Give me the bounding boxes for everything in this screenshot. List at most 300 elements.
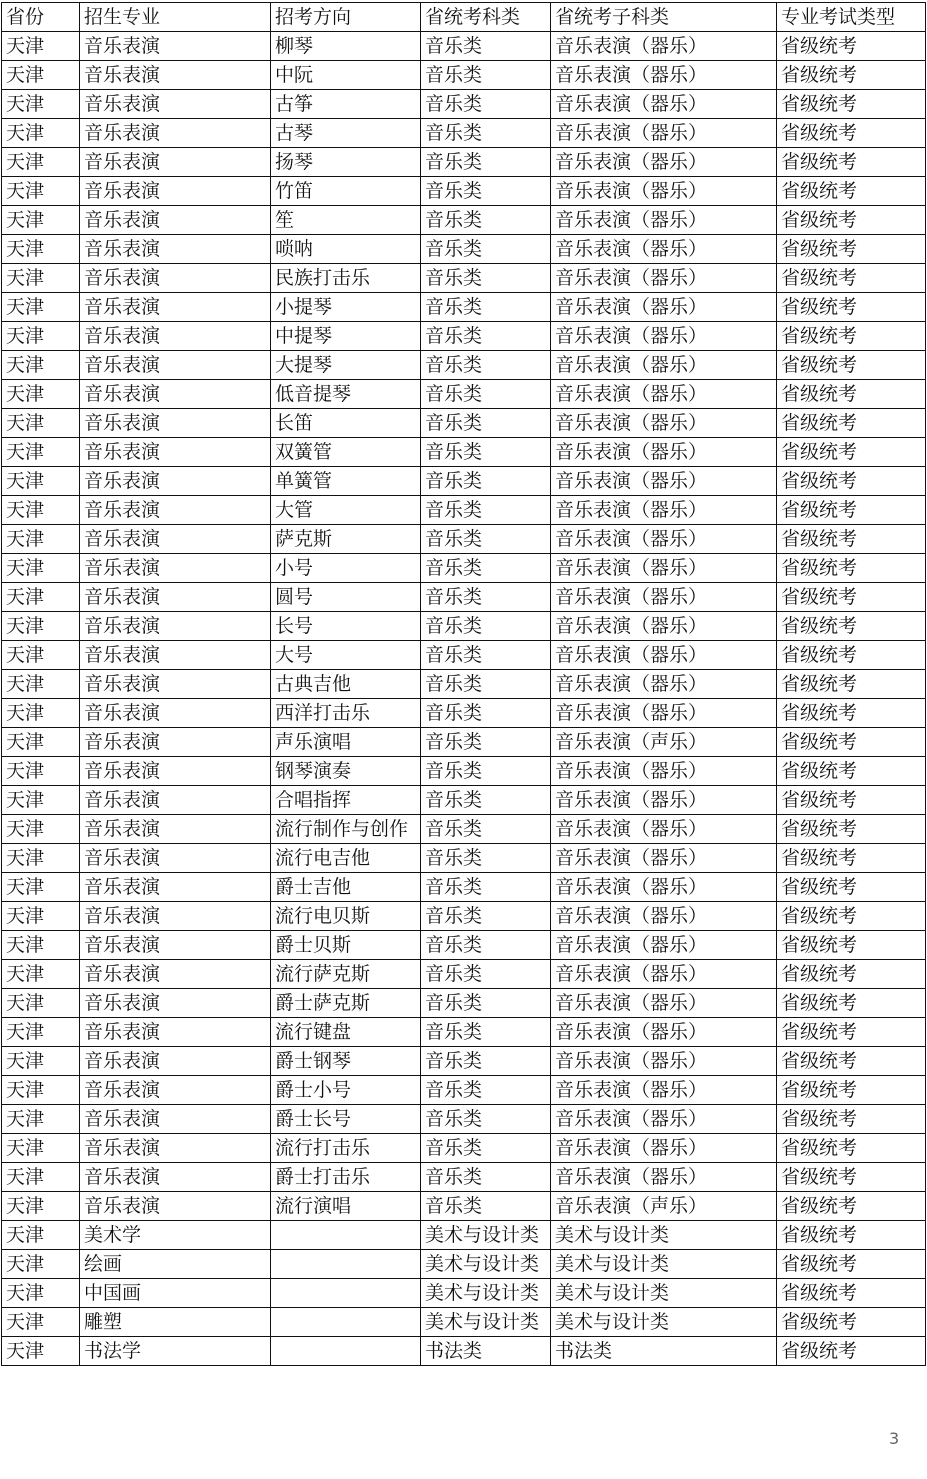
table-cell: 音乐类	[421, 699, 551, 728]
table-cell: 音乐类	[421, 786, 551, 815]
table-cell: 省级统考	[777, 1221, 926, 1250]
table-cell: 音乐类	[421, 525, 551, 554]
table-cell: 音乐类	[421, 409, 551, 438]
table-cell	[271, 1279, 421, 1308]
table-cell: 省级统考	[777, 380, 926, 409]
table-cell: 音乐表演（器乐）	[551, 235, 777, 264]
table-cell: 流行制作与创作	[271, 815, 421, 844]
table-cell: 音乐类	[421, 380, 551, 409]
table-cell: 音乐表演	[80, 235, 271, 264]
table-cell: 音乐表演	[80, 1105, 271, 1134]
table-cell: 天津	[2, 119, 80, 148]
table-cell: 省级统考	[777, 670, 926, 699]
table-cell: 流行电贝斯	[271, 902, 421, 931]
table-cell: 低音提琴	[271, 380, 421, 409]
table-row	[2, 1047, 926, 1076]
table-cell: 美术与设计类	[421, 1221, 551, 1250]
table-cell: 音乐表演（器乐）	[551, 902, 777, 931]
header-cell: 招生专业	[80, 3, 271, 32]
table-cell: 省级统考	[777, 90, 926, 119]
table-cell: 音乐表演（器乐）	[551, 641, 777, 670]
table-row	[2, 1279, 926, 1308]
table-cell: 爵士打击乐	[271, 1163, 421, 1192]
table-cell: 音乐类	[421, 148, 551, 177]
table-row	[2, 728, 926, 757]
table-cell: 天津	[2, 1308, 80, 1337]
table-cell: 音乐表演	[80, 902, 271, 931]
table-row	[2, 554, 926, 583]
table-row	[2, 612, 926, 641]
table-cell: 天津	[2, 902, 80, 931]
table-cell: 双簧管	[271, 438, 421, 467]
table-cell: 省级统考	[777, 989, 926, 1018]
table-cell: 省级统考	[777, 467, 926, 496]
table-row	[2, 1105, 926, 1134]
table-cell: 爵士钢琴	[271, 1047, 421, 1076]
table-cell: 圆号	[271, 583, 421, 612]
table-cell: 音乐表演	[80, 380, 271, 409]
table-cell: 柳琴	[271, 32, 421, 61]
table-cell: 省级统考	[777, 1279, 926, 1308]
table-cell: 音乐类	[421, 177, 551, 206]
table-cell: 音乐类	[421, 583, 551, 612]
table-row	[2, 1018, 926, 1047]
table-row	[2, 1308, 926, 1337]
table-cell: 省级统考	[777, 699, 926, 728]
table-cell: 音乐表演（器乐）	[551, 583, 777, 612]
table-cell: 音乐表演	[80, 90, 271, 119]
page-number: 3	[889, 1429, 900, 1448]
table-cell: 天津	[2, 322, 80, 351]
table-row	[2, 960, 926, 989]
table-cell: 省级统考	[777, 148, 926, 177]
table-cell	[271, 1337, 421, 1366]
table-cell: 天津	[2, 438, 80, 467]
table-cell: 音乐表演（器乐）	[551, 148, 777, 177]
table-cell: 音乐类	[421, 1047, 551, 1076]
table-cell: 音乐表演（器乐）	[551, 699, 777, 728]
table-cell: 中提琴	[271, 322, 421, 351]
table-row	[2, 786, 926, 815]
table-cell: 音乐表演（器乐）	[551, 206, 777, 235]
table-cell: 音乐表演（器乐）	[551, 873, 777, 902]
table-row	[2, 235, 926, 264]
table-cell: 音乐表演	[80, 1192, 271, 1221]
table-cell: 美术学	[80, 1221, 271, 1250]
table-cell: 省级统考	[777, 119, 926, 148]
table-cell: 天津	[2, 496, 80, 525]
table-cell: 天津	[2, 1105, 80, 1134]
table-row	[2, 90, 926, 119]
table-row	[2, 409, 926, 438]
table-cell: 省级统考	[777, 815, 926, 844]
table-cell: 音乐类	[421, 235, 551, 264]
table-cell: 省级统考	[777, 61, 926, 90]
table-cell: 省级统考	[777, 757, 926, 786]
table-cell: 音乐表演（器乐）	[551, 119, 777, 148]
table-cell: 省级统考	[777, 322, 926, 351]
table-cell: 省级统考	[777, 525, 926, 554]
table-cell: 音乐表演（器乐）	[551, 322, 777, 351]
table-cell: 天津	[2, 525, 80, 554]
table-cell: 天津	[2, 728, 80, 757]
table-cell: 音乐表演（器乐）	[551, 409, 777, 438]
admissions-table	[1, 2, 926, 1366]
table-cell: 天津	[2, 670, 80, 699]
table-cell: 天津	[2, 757, 80, 786]
table-cell: 天津	[2, 235, 80, 264]
table-cell: 天津	[2, 1337, 80, 1366]
table-cell: 天津	[2, 641, 80, 670]
table-row	[2, 177, 926, 206]
table-cell: 音乐表演（器乐）	[551, 438, 777, 467]
table-cell: 天津	[2, 844, 80, 873]
table-cell: 天津	[2, 960, 80, 989]
table-cell: 中阮	[271, 61, 421, 90]
table-row	[2, 119, 926, 148]
table-cell: 音乐表演	[80, 612, 271, 641]
table-cell: 音乐表演	[80, 322, 271, 351]
table-cell: 音乐类	[421, 206, 551, 235]
table-cell: 天津	[2, 786, 80, 815]
table-cell: 美术与设计类	[421, 1279, 551, 1308]
table-cell: 省级统考	[777, 32, 926, 61]
table-row	[2, 1192, 926, 1221]
table-cell: 音乐类	[421, 61, 551, 90]
table-cell: 音乐类	[421, 1076, 551, 1105]
table-row	[2, 61, 926, 90]
table-row	[2, 931, 926, 960]
table-cell: 省级统考	[777, 931, 926, 960]
header-cell: 省统考科类	[421, 3, 551, 32]
table-cell: 西洋打击乐	[271, 699, 421, 728]
table-cell: 古琴	[271, 119, 421, 148]
table-cell: 天津	[2, 1047, 80, 1076]
table-cell: 音乐表演（器乐）	[551, 380, 777, 409]
table-cell: 音乐表演（器乐）	[551, 496, 777, 525]
table-cell: 音乐表演	[80, 525, 271, 554]
table-cell: 天津	[2, 1279, 80, 1308]
table-cell: 天津	[2, 931, 80, 960]
table-cell: 天津	[2, 1250, 80, 1279]
table-cell: 音乐表演（器乐）	[551, 1076, 777, 1105]
table-cell: 天津	[2, 148, 80, 177]
table-cell: 长笛	[271, 409, 421, 438]
table-cell: 省级统考	[777, 293, 926, 322]
table-cell: 省级统考	[777, 235, 926, 264]
table-cell: 天津	[2, 264, 80, 293]
table-cell: 音乐表演（器乐）	[551, 815, 777, 844]
table-cell: 笙	[271, 206, 421, 235]
table-cell: 音乐类	[421, 32, 551, 61]
table-row	[2, 264, 926, 293]
table-cell: 音乐表演（器乐）	[551, 786, 777, 815]
table-cell: 音乐类	[421, 960, 551, 989]
table-cell: 音乐表演	[80, 177, 271, 206]
table-cell: 音乐表演	[80, 728, 271, 757]
header-cell: 省份	[2, 3, 80, 32]
table-row	[2, 206, 926, 235]
table-cell: 音乐表演	[80, 786, 271, 815]
table-cell: 音乐表演（器乐）	[551, 670, 777, 699]
table-cell: 流行萨克斯	[271, 960, 421, 989]
table-cell: 音乐类	[421, 757, 551, 786]
table-cell: 省级统考	[777, 496, 926, 525]
table-cell: 音乐表演（声乐）	[551, 728, 777, 757]
table-cell: 音乐类	[421, 1105, 551, 1134]
table-cell: 音乐表演（器乐）	[551, 1047, 777, 1076]
table-header-row	[2, 3, 926, 32]
table-cell: 音乐表演	[80, 931, 271, 960]
table-cell: 音乐表演	[80, 960, 271, 989]
table-cell: 音乐表演（器乐）	[551, 554, 777, 583]
table-row	[2, 293, 926, 322]
table-cell: 音乐表演（器乐）	[551, 989, 777, 1018]
header-cell: 招考方向	[271, 3, 421, 32]
table-row	[2, 699, 926, 728]
table-cell: 天津	[2, 1192, 80, 1221]
table-cell: 音乐表演	[80, 1134, 271, 1163]
table-row	[2, 757, 926, 786]
table-cell: 音乐表演	[80, 583, 271, 612]
table-cell: 省级统考	[777, 1105, 926, 1134]
table-cell: 音乐类	[421, 90, 551, 119]
table-cell: 天津	[2, 409, 80, 438]
table-cell: 音乐表演	[80, 1047, 271, 1076]
table-row	[2, 32, 926, 61]
table-row	[2, 1337, 926, 1366]
table-cell: 省级统考	[777, 641, 926, 670]
table-row	[2, 902, 926, 931]
table-row	[2, 583, 926, 612]
table-cell: 音乐表演	[80, 554, 271, 583]
table-cell: 音乐类	[421, 438, 551, 467]
table-cell: 音乐表演	[80, 1076, 271, 1105]
table-cell: 音乐类	[421, 1163, 551, 1192]
table-cell: 省级统考	[777, 1047, 926, 1076]
table-cell: 扬琴	[271, 148, 421, 177]
table-cell: 爵士小号	[271, 1076, 421, 1105]
table-cell: 音乐表演（器乐）	[551, 931, 777, 960]
table-cell: 音乐类	[421, 554, 551, 583]
table-cell: 音乐表演	[80, 148, 271, 177]
table-cell: 音乐表演（器乐）	[551, 32, 777, 61]
table-cell: 美术与设计类	[551, 1221, 777, 1250]
table-cell: 音乐表演	[80, 467, 271, 496]
table-cell: 音乐表演（器乐）	[551, 1163, 777, 1192]
table-cell	[271, 1221, 421, 1250]
table-cell: 省级统考	[777, 1076, 926, 1105]
table-cell: 音乐表演	[80, 409, 271, 438]
table-cell: 省级统考	[777, 264, 926, 293]
table-cell: 唢呐	[271, 235, 421, 264]
table-cell: 天津	[2, 989, 80, 1018]
table-cell: 音乐类	[421, 1192, 551, 1221]
table-cell: 音乐表演	[80, 1018, 271, 1047]
table-cell: 天津	[2, 206, 80, 235]
table-cell: 音乐类	[421, 293, 551, 322]
table-cell: 流行演唱	[271, 1192, 421, 1221]
table-cell: 天津	[2, 177, 80, 206]
table-row	[2, 1076, 926, 1105]
table-cell: 天津	[2, 1163, 80, 1192]
table-cell: 天津	[2, 554, 80, 583]
table-cell: 天津	[2, 90, 80, 119]
table-cell: 省级统考	[777, 1337, 926, 1366]
table-cell: 钢琴演奏	[271, 757, 421, 786]
table-row	[2, 467, 926, 496]
table-cell: 单簧管	[271, 467, 421, 496]
table-cell: 省级统考	[777, 1134, 926, 1163]
table-cell: 天津	[2, 612, 80, 641]
table-cell: 天津	[2, 293, 80, 322]
table-cell: 音乐类	[421, 728, 551, 757]
table-cell: 音乐表演（器乐）	[551, 525, 777, 554]
table-cell: 音乐表演	[80, 670, 271, 699]
table-cell: 音乐表演	[80, 989, 271, 1018]
table-cell: 音乐表演（器乐）	[551, 1105, 777, 1134]
table-cell: 音乐表演（器乐）	[551, 1018, 777, 1047]
table-cell: 省级统考	[777, 583, 926, 612]
table-body	[2, 32, 926, 1366]
table-cell: 美术与设计类	[551, 1250, 777, 1279]
table-cell: 音乐表演	[80, 438, 271, 467]
table-cell: 省级统考	[777, 873, 926, 902]
table-cell: 音乐表演	[80, 264, 271, 293]
table-cell: 声乐演唱	[271, 728, 421, 757]
table-row	[2, 815, 926, 844]
table-row	[2, 670, 926, 699]
table-row	[2, 1163, 926, 1192]
table-cell: 音乐类	[421, 612, 551, 641]
table-cell: 音乐表演（器乐）	[551, 1134, 777, 1163]
table-cell: 省级统考	[777, 177, 926, 206]
table-cell: 天津	[2, 1221, 80, 1250]
table-cell: 省级统考	[777, 206, 926, 235]
table-cell: 省级统考	[777, 728, 926, 757]
table-cell: 大号	[271, 641, 421, 670]
header-cell: 专业考试类型	[777, 3, 926, 32]
table-cell: 小提琴	[271, 293, 421, 322]
table-cell: 天津	[2, 61, 80, 90]
table-cell: 天津	[2, 380, 80, 409]
table-cell: 音乐表演（器乐）	[551, 467, 777, 496]
table-cell: 萨克斯	[271, 525, 421, 554]
table-cell: 音乐表演（器乐）	[551, 844, 777, 873]
table-row	[2, 844, 926, 873]
table-cell: 美术与设计类	[551, 1279, 777, 1308]
table-cell: 爵士贝斯	[271, 931, 421, 960]
table-row	[2, 438, 926, 467]
table-cell: 省级统考	[777, 1250, 926, 1279]
table-cell: 音乐表演（器乐）	[551, 264, 777, 293]
table-cell: 省级统考	[777, 1018, 926, 1047]
table-cell: 音乐类	[421, 264, 551, 293]
table-cell	[271, 1250, 421, 1279]
table-cell: 音乐表演	[80, 32, 271, 61]
table-row	[2, 1134, 926, 1163]
table-cell: 大提琴	[271, 351, 421, 380]
table-cell: 古典吉他	[271, 670, 421, 699]
header-cell: 省统考子科类	[551, 3, 777, 32]
table-cell: 音乐类	[421, 873, 551, 902]
table-cell: 音乐类	[421, 641, 551, 670]
table-cell: 音乐表演（器乐）	[551, 351, 777, 380]
table-cell: 音乐类	[421, 322, 551, 351]
table-cell: 天津	[2, 32, 80, 61]
table-cell: 民族打击乐	[271, 264, 421, 293]
table-cell: 长号	[271, 612, 421, 641]
table-cell: 流行电吉他	[271, 844, 421, 873]
table-cell: 音乐表演（器乐）	[551, 61, 777, 90]
table-cell: 音乐表演（声乐）	[551, 1192, 777, 1221]
table-cell: 省级统考	[777, 351, 926, 380]
table-cell: 音乐表演	[80, 699, 271, 728]
table-row	[2, 989, 926, 1018]
table-cell: 美术与设计类	[421, 1308, 551, 1337]
table-cell: 大管	[271, 496, 421, 525]
table-cell: 美术与设计类	[421, 1250, 551, 1279]
table-cell: 省级统考	[777, 409, 926, 438]
table-cell: 音乐表演（器乐）	[551, 757, 777, 786]
table-cell: 省级统考	[777, 1163, 926, 1192]
table-row	[2, 1221, 926, 1250]
table-cell: 音乐表演	[80, 844, 271, 873]
table-row	[2, 322, 926, 351]
table-cell: 中国画	[80, 1279, 271, 1308]
table-cell: 省级统考	[777, 1308, 926, 1337]
table-cell: 音乐表演（器乐）	[551, 293, 777, 322]
table-row	[2, 380, 926, 409]
table-cell: 爵士长号	[271, 1105, 421, 1134]
table-cell: 音乐表演	[80, 206, 271, 235]
table-cell: 音乐表演	[80, 873, 271, 902]
table-cell: 省级统考	[777, 786, 926, 815]
table-cell: 合唱指挥	[271, 786, 421, 815]
table-cell: 音乐表演	[80, 293, 271, 322]
table-cell: 省级统考	[777, 554, 926, 583]
table-cell: 天津	[2, 1018, 80, 1047]
table-cell: 音乐表演（器乐）	[551, 177, 777, 206]
table-cell: 音乐类	[421, 1134, 551, 1163]
table-cell: 音乐表演	[80, 351, 271, 380]
table-cell: 音乐类	[421, 902, 551, 931]
table-cell: 音乐表演	[80, 815, 271, 844]
table-cell: 省级统考	[777, 902, 926, 931]
table-cell: 音乐类	[421, 1018, 551, 1047]
table-cell: 书法类	[421, 1337, 551, 1366]
table-cell: 音乐类	[421, 496, 551, 525]
table-cell: 流行打击乐	[271, 1134, 421, 1163]
table-cell: 省级统考	[777, 844, 926, 873]
table-cell: 音乐表演	[80, 119, 271, 148]
table-cell: 天津	[2, 699, 80, 728]
table-cell: 音乐表演	[80, 61, 271, 90]
table-cell: 音乐表演（器乐）	[551, 90, 777, 119]
table-cell: 音乐类	[421, 351, 551, 380]
table-cell: 音乐类	[421, 844, 551, 873]
table-cell: 天津	[2, 873, 80, 902]
table-cell: 省级统考	[777, 438, 926, 467]
table-cell: 爵士吉他	[271, 873, 421, 902]
table-cell: 天津	[2, 583, 80, 612]
table-cell: 音乐类	[421, 670, 551, 699]
table-row	[2, 873, 926, 902]
table-cell: 书法学	[80, 1337, 271, 1366]
table-cell: 天津	[2, 351, 80, 380]
table-cell: 音乐类	[421, 467, 551, 496]
table-cell: 音乐类	[421, 815, 551, 844]
